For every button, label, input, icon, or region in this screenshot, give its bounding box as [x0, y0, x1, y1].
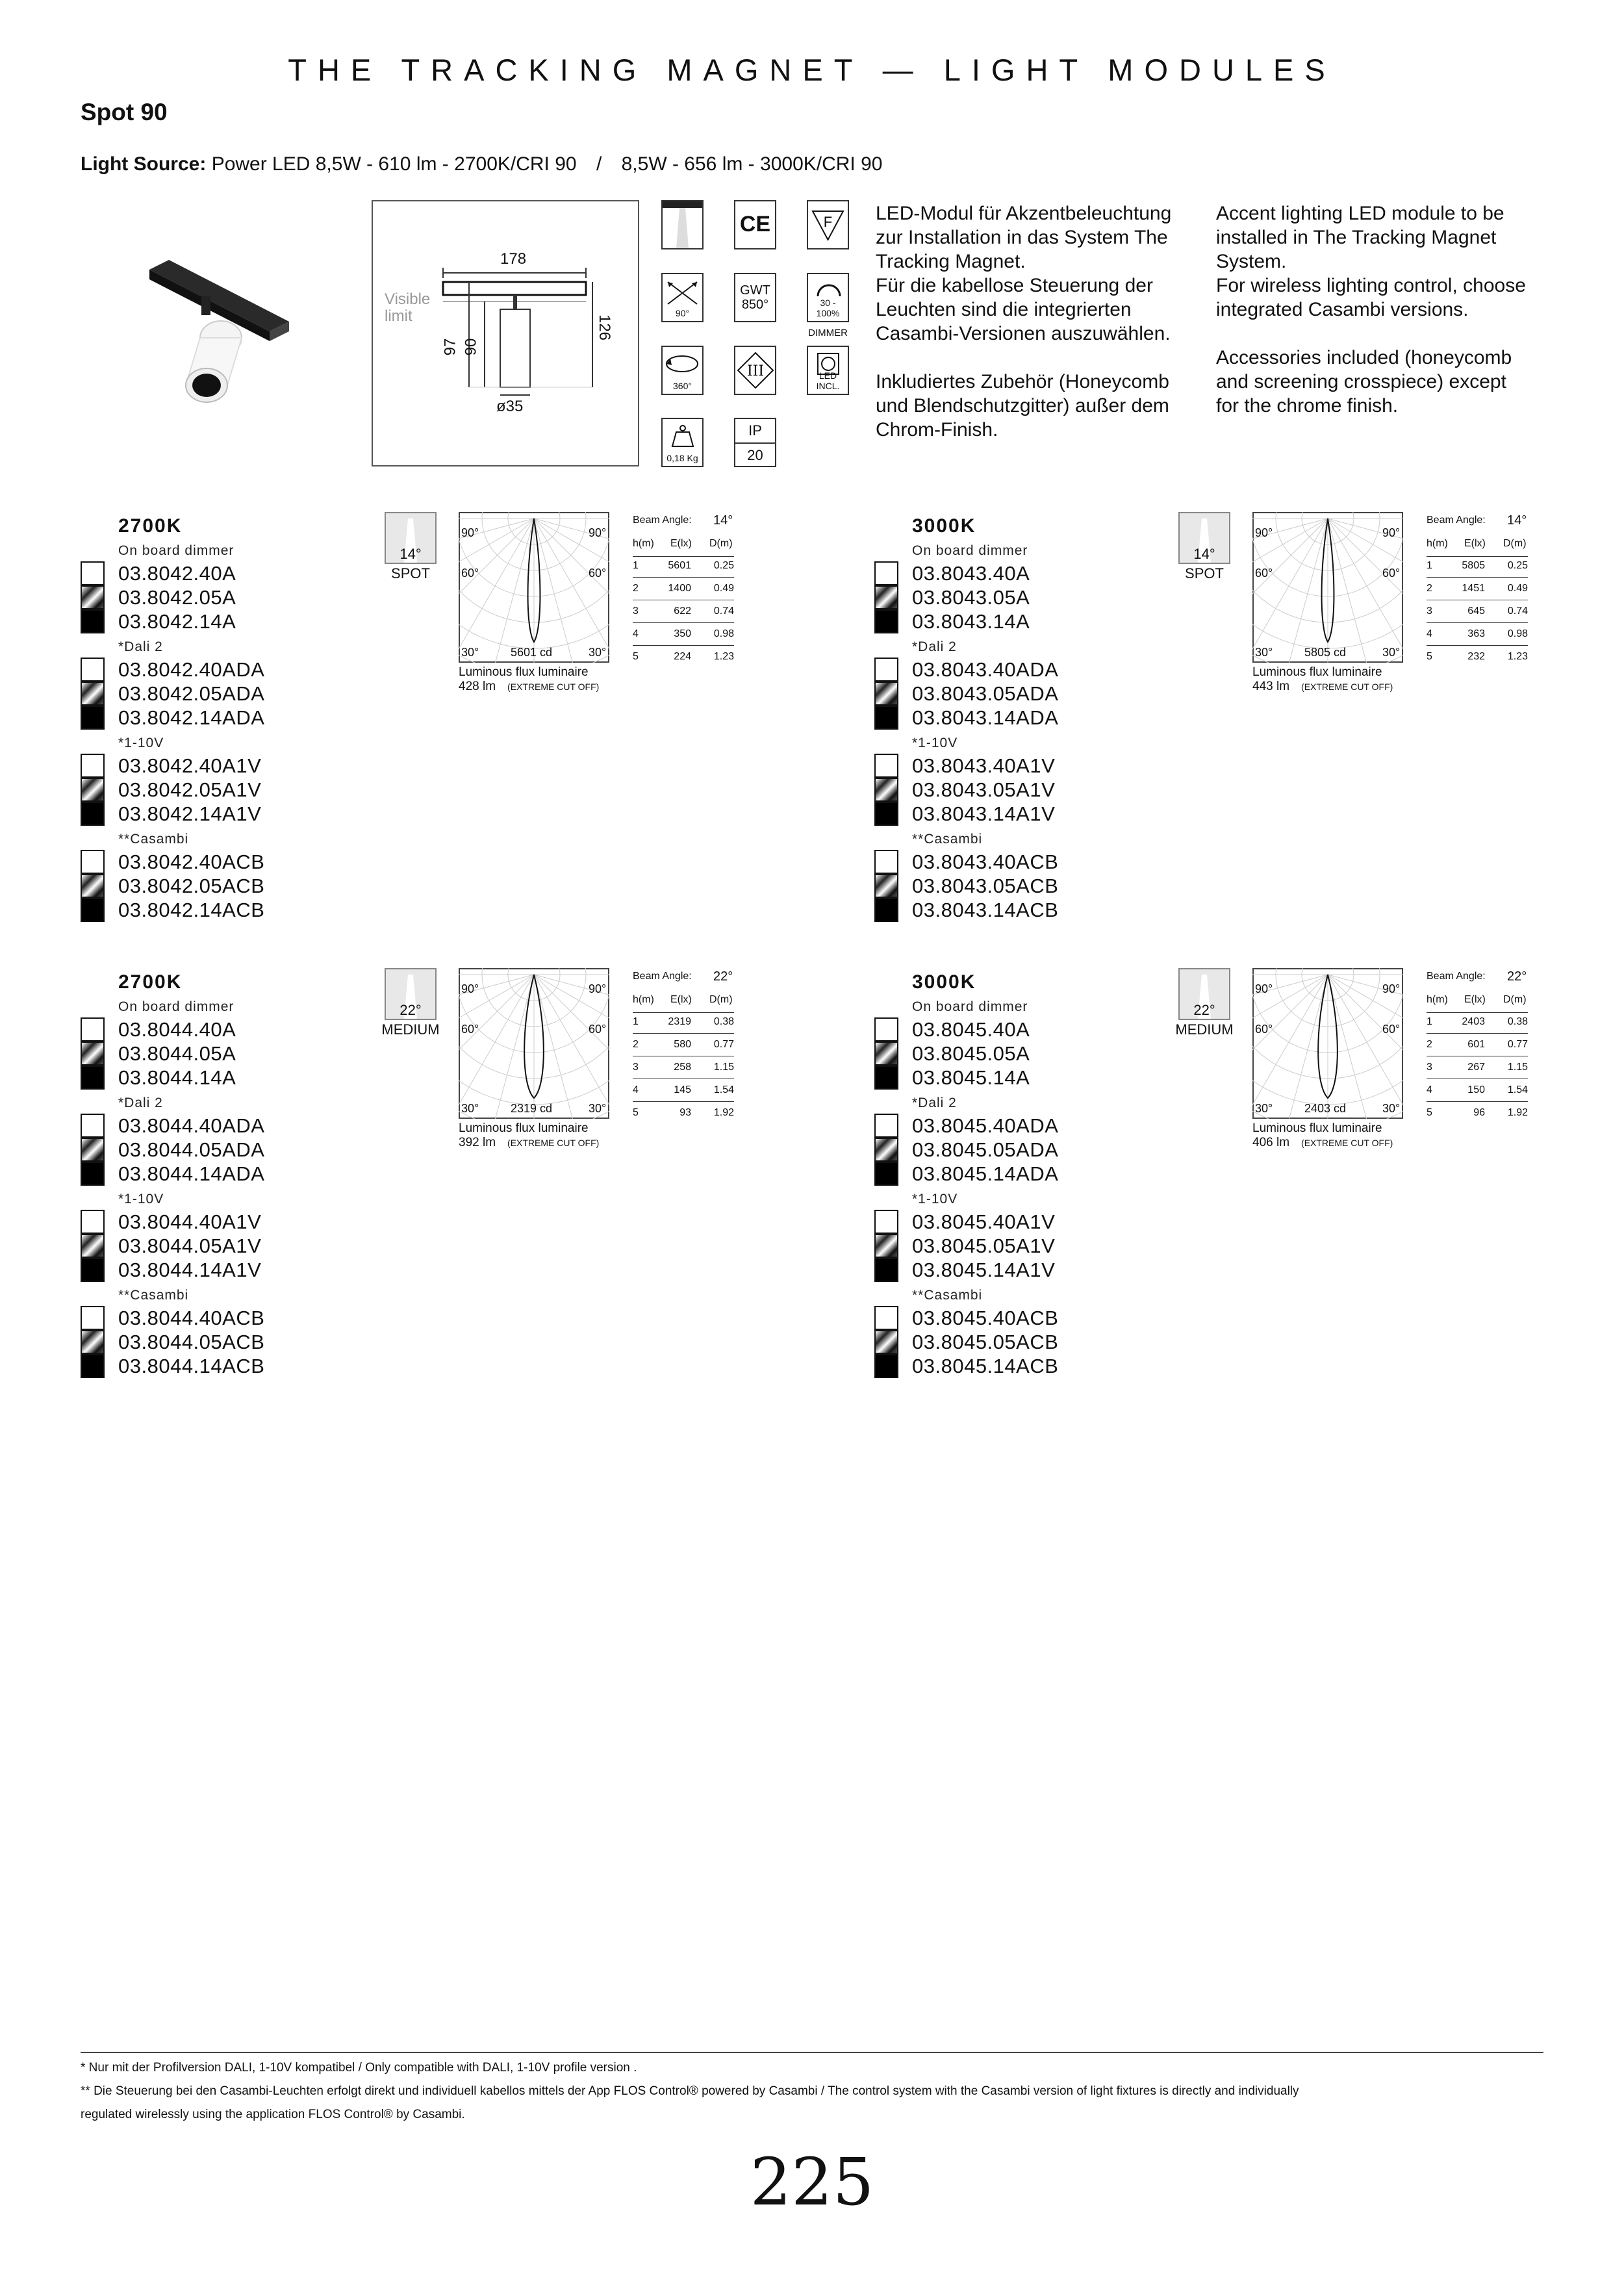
luminous-flux-value [1252, 1136, 1393, 1150]
table-cell: 4 [633, 1084, 639, 1095]
table-cell: 93 [679, 1107, 691, 1118]
finish-swatch-chrome [81, 1330, 105, 1354]
table-cell: 1 [633, 1016, 639, 1027]
visible-limit-label: Visible limit [385, 290, 431, 325]
finish-swatch-black [81, 1066, 105, 1090]
product-code: 03.8043.05ACB [912, 875, 1059, 897]
table-header-d: D(m) [709, 538, 733, 549]
finish-swatch-chrome [81, 1234, 105, 1258]
product-code: 03.8044.05ADA [118, 1138, 265, 1161]
variant-section [794, 456, 1588, 1377]
product-code: 03.8042.05ADA [118, 682, 265, 705]
lumen-value: 392 lm [459, 1136, 496, 1149]
finish-swatch-white [874, 1017, 898, 1041]
group-label: *Dali 2 [118, 639, 163, 654]
table-cell: 1 [1427, 560, 1432, 571]
light-source-separator: / [596, 153, 602, 175]
light-source-3000k: 8,5W - 656 lm - 3000K/CRI 90 [621, 153, 883, 175]
table-header-e: E(lx) [1464, 994, 1486, 1005]
group-label: *1-10V [912, 1192, 958, 1207]
footnote-2-continued: regulated wirelessly using the application FLOS Control® by Casambi. [81, 2108, 465, 2121]
table-cell: 150 [1467, 1084, 1485, 1095]
finish-swatch-white [874, 1306, 898, 1330]
table-cell: 1 [633, 560, 639, 571]
table-cell: 1400 [668, 583, 691, 594]
finish-swatch-black [81, 1162, 105, 1186]
group-label: *1-10V [118, 1192, 164, 1207]
variant-section [0, 452, 794, 1377]
table-cell: 2 [1427, 583, 1432, 594]
dimension-diameter: ø35 [496, 398, 524, 415]
de-line: Chrom-Finish. [876, 419, 998, 441]
ce-mark-icon: CE [734, 200, 776, 249]
product-code: 03.8044.14ADA [118, 1162, 265, 1185]
led-included-caption: LED INCL. [816, 370, 840, 391]
beam-name: SPOT [391, 565, 430, 581]
table-cell: 267 [1467, 1062, 1485, 1073]
table-row-line [633, 1012, 734, 1013]
cut-off-note: (EXTREME CUT OFF) [507, 682, 600, 692]
table-cell: 4 [1427, 1084, 1432, 1095]
finish-swatch-white [874, 1114, 898, 1138]
table-cell: 0.25 [713, 560, 734, 571]
table-cell: 2 [633, 583, 639, 594]
finish-swatch-chrome [81, 1041, 105, 1066]
lumen-value: 428 lm [459, 680, 496, 693]
dimension-90: 90 [462, 338, 480, 356]
table-row-line [633, 1101, 734, 1102]
table-cell: 1.23 [1507, 651, 1528, 662]
luminous-flux-value [459, 1136, 599, 1150]
table-cell: 5 [633, 1107, 639, 1118]
light-source-label: Light Source: [81, 153, 207, 175]
dimension-97: 97 [441, 338, 459, 356]
product-code: 03.8044.40ACB [118, 1307, 265, 1329]
finish-swatch-black [874, 1066, 898, 1090]
group-label: On board dimmer [118, 999, 235, 1014]
light-source-2700k: Power LED 8,5W - 610 lm - 2700K/CRI 90 [211, 153, 577, 175]
table-cell: 0.38 [1507, 1016, 1528, 1027]
color-temperature: 3000K [912, 971, 976, 993]
footnote-1: * Nur mit der Profilversion DALI, 1-10V kompatibel / Only compatible with DALI, 1-10V profile version . [81, 2061, 637, 2075]
peak-intensity: 2319 cd [511, 1102, 553, 1115]
polar-angle-label: 90° [589, 526, 607, 539]
table-cell: 0.49 [713, 583, 734, 594]
table-cell: 0.98 [713, 628, 734, 639]
footnote-2: ** Die Steuerung bei den Casambi-Leuchten erfolgt direkt und individuell kabellos mittels der App FLOS Control® powered by Casambi / The control system with the Casambi version of light fixtures is directly and individually [81, 2084, 1299, 2098]
table-cell: 0.77 [713, 1039, 734, 1050]
table-cell: 645 [1467, 606, 1485, 617]
table-cell: 350 [674, 628, 691, 639]
table-cell: 1.15 [713, 1062, 734, 1073]
product-code: 03.8045.14A [912, 1066, 1030, 1089]
color-temperature: 2700K [118, 515, 183, 537]
lumen-value: 443 lm [1252, 680, 1290, 693]
table-cell: 4 [1427, 628, 1432, 639]
beam-name: MEDIUM [381, 1021, 440, 1038]
table-cell: 1 [1427, 1016, 1432, 1027]
ip-value: 20 [747, 447, 763, 463]
table-header-d: D(m) [709, 994, 733, 1005]
product-code: 03.8043.40ACB [912, 850, 1059, 873]
finish-swatch-black [81, 1258, 105, 1282]
beam-name: MEDIUM [1175, 1021, 1234, 1038]
de-line: Inkludiertes Zubehör (Honeycomb [876, 371, 1169, 392]
beam-angle-label: Beam Angle: [633, 971, 692, 982]
de-line: LED-Modul für Akzentbeleuchtung [876, 203, 1172, 224]
product-code: 03.8044.40ADA [118, 1114, 265, 1137]
de-line: Leuchten sind die integrierten [876, 299, 1132, 320]
table-cell: 4 [633, 628, 639, 639]
peak-intensity: 5601 cd [511, 646, 553, 659]
polar-angle-label: 90° [589, 982, 607, 995]
table-cell: 0.38 [713, 1016, 734, 1027]
peak-intensity: 2403 cd [1304, 1102, 1347, 1115]
product-code: 03.8043.14A [912, 610, 1030, 633]
table-cell: 0.74 [713, 606, 734, 617]
product-code: 03.8044.05A1V [118, 1234, 262, 1257]
table-cell: 5 [633, 651, 639, 662]
table-cell: 1.15 [1507, 1062, 1528, 1073]
luminous-flux-label: Luminous flux luminaire [459, 1121, 589, 1135]
dimension-width: 178 [500, 250, 527, 268]
polar-angle-label: 60° [1255, 567, 1273, 580]
polar-angle-label: 30° [461, 646, 479, 659]
tilt-caption: 90° [675, 307, 690, 318]
dimension-126: 126 [596, 314, 614, 341]
product-code: 03.8042.40A1V [118, 754, 262, 777]
polar-angle-label: 60° [589, 1023, 607, 1036]
polar-angle-label: 60° [1255, 1023, 1273, 1036]
luminous-flux-label: Luminous flux luminaire [1252, 1121, 1382, 1135]
table-row-line [633, 1033, 734, 1034]
table-cell: 5 [1427, 651, 1432, 662]
beam-degree: 14° [1193, 546, 1215, 562]
finish-swatch-black [874, 1162, 898, 1186]
product-code: 03.8044.05A [118, 1042, 236, 1065]
table-cell: 1.23 [713, 651, 734, 662]
table-header-d: D(m) [1503, 994, 1527, 1005]
beam-degree: 14° [400, 546, 422, 562]
product-code: 03.8042.05A [118, 586, 236, 609]
finish-swatch-black [874, 1258, 898, 1282]
finish-swatch-chrome [874, 1138, 898, 1162]
table-header-h: h(m) [633, 994, 654, 1005]
en-line: Accessories included (honeycomb [1216, 347, 1512, 368]
peak-intensity: 5805 cd [1304, 646, 1347, 659]
product-code: 03.8043.14ADA [912, 706, 1059, 729]
finish-swatch-white [81, 1017, 105, 1041]
product-code: 03.8045.05A [912, 1042, 1030, 1065]
table-row-line [1427, 1101, 1528, 1102]
group-label: **Casambi [912, 832, 983, 847]
beam-angle-label: Beam Angle: [633, 515, 692, 526]
lumen-value: 406 lm [1252, 1136, 1290, 1149]
polar-angle-label: 90° [461, 526, 479, 539]
footer-divider [81, 2052, 1543, 2053]
finish-swatch-black [874, 1354, 898, 1378]
finish-swatch-chrome [874, 1234, 898, 1258]
table-cell: 1.92 [1507, 1107, 1528, 1118]
rotation-caption: 360° [673, 380, 692, 391]
cut-off-note: (EXTREME CUT OFF) [1301, 1138, 1393, 1148]
polar-angle-label: 90° [1382, 526, 1401, 539]
product-code: 03.8042.14ACB [118, 899, 265, 921]
product-code: 03.8042.14A1V [118, 802, 262, 825]
finish-swatch-black [81, 1354, 105, 1378]
product-code: 03.8043.05A1V [912, 778, 1056, 801]
gwt-label: GWT [740, 283, 770, 298]
table-cell: 622 [674, 606, 691, 617]
de-line: Casambi-Versionen auszuwählen. [876, 323, 1171, 344]
polar-angle-label: 60° [1382, 567, 1401, 580]
group-label: On board dimmer [912, 543, 1028, 558]
table-header-h: h(m) [1427, 538, 1448, 549]
table-cell: 1.54 [1507, 1084, 1528, 1095]
luminous-flux-label: Luminous flux luminaire [459, 665, 589, 679]
polar-angle-label: 60° [589, 567, 607, 580]
table-header-h: h(m) [633, 538, 654, 549]
product-code: 03.8045.14ACB [912, 1355, 1059, 1377]
table-cell: 3 [1427, 1062, 1432, 1073]
product-code: 03.8043.14A1V [912, 802, 1056, 825]
table-cell: 2 [633, 1039, 639, 1050]
en-line: For wireless lighting control, choose [1216, 275, 1526, 296]
en-line: Accent lighting LED module to be [1216, 203, 1504, 224]
de-line: zur Installation in das System The [876, 227, 1168, 248]
group-label: **Casambi [912, 1288, 983, 1303]
luminous-flux [1252, 1121, 1393, 1150]
finish-swatch-white [81, 1210, 105, 1234]
cut-off-note: (EXTREME CUT OFF) [507, 1138, 600, 1148]
product-code: 03.8043.05A [912, 586, 1030, 609]
product-code: 03.8042.40ADA [118, 658, 265, 681]
table-header-e: E(lx) [670, 538, 692, 549]
beam-angle-value: 14° [1507, 513, 1527, 528]
product-code: 03.8045.05ADA [912, 1138, 1059, 1161]
product-code: 03.8045.14ADA [912, 1162, 1059, 1185]
table-cell: 232 [1467, 651, 1485, 662]
polar-angle-label: 90° [1255, 982, 1273, 995]
table-cell: 1451 [1462, 583, 1485, 594]
group-label: **Casambi [118, 1288, 189, 1303]
product-code: 03.8045.40A1V [912, 1210, 1056, 1233]
beam-angle-label: Beam Angle: [1427, 515, 1486, 526]
cut-off-note: (EXTREME CUT OFF) [1301, 682, 1393, 692]
table-cell: 1.54 [713, 1084, 734, 1095]
polar-angle-label: 30° [1382, 1102, 1401, 1115]
table-cell: 5805 [1462, 560, 1485, 571]
de-line: Tracking Magnet. [876, 251, 1026, 272]
dimmer-label: DIMMER [808, 327, 848, 339]
polar-curve [459, 968, 609, 1119]
f-mark-letter: F [823, 213, 833, 230]
table-header-d: D(m) [1503, 538, 1527, 549]
product-code: 03.8044.40A1V [118, 1210, 262, 1233]
product-code: 03.8044.05ACB [118, 1331, 265, 1353]
table-cell: 5601 [668, 560, 691, 571]
polar-angle-label: 30° [1382, 646, 1401, 659]
beam-degree: 22° [400, 1002, 422, 1018]
table-cell: 3 [633, 606, 639, 617]
finish-swatch-chrome [81, 1138, 105, 1162]
table-cell: 0.98 [1507, 628, 1528, 639]
polar-angle-label: 30° [1255, 646, 1273, 659]
beam-angle-value: 22° [1507, 969, 1527, 984]
polar-angle-label: 30° [589, 1102, 607, 1115]
finish-swatch-chrome [874, 1330, 898, 1354]
product-code: 03.8043.40ADA [912, 658, 1059, 681]
polar-angle-label: 90° [461, 982, 479, 995]
finish-swatch-white [874, 1210, 898, 1234]
product-code: 03.8045.05ACB [912, 1331, 1059, 1353]
polar-angle-label: 60° [461, 1023, 479, 1036]
table-cell: 2319 [668, 1016, 691, 1027]
product-code: 03.8045.40A [912, 1018, 1030, 1041]
gwt-value: 850° [741, 298, 769, 312]
product-code: 03.8043.40A [912, 562, 1030, 585]
polar-angle-label: 60° [1382, 1023, 1401, 1036]
product-code: 03.8042.14A [118, 610, 236, 633]
beam-angle-value: 22° [713, 969, 733, 984]
polar-angle-label: 30° [1255, 1102, 1273, 1115]
group-label: On board dimmer [912, 999, 1028, 1014]
group-label: On board dimmer [118, 543, 235, 558]
product-code: 03.8043.40A1V [912, 754, 1056, 777]
product-code: 03.8042.14ADA [118, 706, 265, 729]
luminous-flux [459, 1121, 599, 1150]
polar-curve [1252, 968, 1403, 1119]
product-code: 03.8045.40ADA [912, 1114, 1059, 1137]
product-code: 03.8042.40A [118, 562, 236, 585]
table-row-line [1427, 1012, 1528, 1013]
en-line: for the chrome finish. [1216, 395, 1399, 416]
table-cell: 5 [1427, 1107, 1432, 1118]
group-label: *1-10V [118, 735, 164, 750]
table-cell: 580 [674, 1039, 691, 1050]
table-cell: 145 [674, 1084, 691, 1095]
product-code: 03.8042.40ACB [118, 850, 265, 873]
table-cell: 0.25 [1507, 560, 1528, 571]
dimmer-range-caption: 30 - 100% [816, 298, 840, 318]
en-line: installed in The Tracking Magnet [1216, 227, 1497, 248]
product-code: 03.8044.40A [118, 1018, 236, 1041]
polar-angle-label: 90° [1255, 526, 1273, 539]
finish-swatch-chrome [874, 1041, 898, 1066]
ip-label: IP [735, 419, 775, 444]
table-header-h: h(m) [1427, 994, 1448, 1005]
polar-angle-label: 60° [461, 567, 479, 580]
product-code: 03.8044.14A1V [118, 1258, 262, 1281]
table-cell: 3 [633, 1062, 639, 1073]
table-cell: 601 [1467, 1039, 1485, 1050]
beam-degree: 22° [1193, 1002, 1215, 1018]
product-code: 03.8042.05A1V [118, 778, 262, 801]
luminous-flux-label: Luminous flux luminaire [1252, 665, 1382, 679]
finish-swatch-white [81, 1306, 105, 1330]
table-cell: 0.77 [1507, 1039, 1528, 1050]
beam-name: SPOT [1185, 565, 1224, 581]
finish-swatch-white [81, 1114, 105, 1138]
variant-section [794, 0, 1588, 921]
product-code: 03.8044.14ACB [118, 1355, 265, 1377]
page-header-title: THE TRACKING MAGNET — LIGHT MODULES [288, 53, 1336, 87]
product-code: 03.8045.05A1V [912, 1234, 1056, 1257]
polar-angle-label: 30° [589, 646, 607, 659]
table-cell: 258 [674, 1062, 691, 1073]
product-code: 03.8045.40ACB [912, 1307, 1059, 1329]
color-temperature: 3000K [912, 515, 976, 537]
product-code: 03.8043.14ACB [912, 899, 1059, 921]
table-cell: 96 [1473, 1107, 1485, 1118]
page-number: 225 [750, 2144, 874, 2220]
table-cell: 2403 [1462, 1016, 1485, 1027]
group-label: *Dali 2 [912, 1095, 957, 1110]
product-title: Spot 90 [81, 99, 168, 125]
group-label: *Dali 2 [912, 639, 957, 654]
table-row-line [1427, 1033, 1528, 1034]
table-cell: 0.49 [1507, 583, 1528, 594]
table-cell: 363 [1467, 628, 1485, 639]
class-iii-text: III [746, 363, 764, 379]
table-header-e: E(lx) [1464, 538, 1486, 549]
en-line: and screening crosspiece) except [1216, 371, 1506, 392]
polar-angle-label: 90° [1382, 982, 1401, 995]
beam-angle-value: 14° [713, 513, 733, 528]
beam-angle-label: Beam Angle: [1427, 971, 1486, 982]
en-line: integrated Casambi versions. [1216, 299, 1469, 320]
table-cell: 0.74 [1507, 606, 1528, 617]
en-line: System. [1216, 251, 1287, 272]
weight-caption: 0,18 Kg [666, 452, 698, 463]
product-code: 03.8043.05ADA [912, 682, 1059, 705]
product-code: 03.8045.14A1V [912, 1258, 1056, 1281]
table-cell: 1.92 [713, 1107, 734, 1118]
de-line: und Blendschutzgitter) außer dem [876, 395, 1169, 416]
table-cell: 2 [1427, 1039, 1432, 1050]
product-code: 03.8042.05ACB [118, 875, 265, 897]
product-code: 03.8044.14A [118, 1066, 236, 1089]
group-label: **Casambi [118, 832, 189, 847]
group-label: *Dali 2 [118, 1095, 163, 1110]
color-temperature: 2700K [118, 971, 183, 993]
group-label: *1-10V [912, 735, 958, 750]
polar-angle-label: 30° [461, 1102, 479, 1115]
table-cell: 224 [674, 651, 691, 662]
de-line: Für die kabellose Steuerung der [876, 275, 1153, 296]
table-header-e: E(lx) [670, 994, 692, 1005]
table-cell: 3 [1427, 606, 1432, 617]
